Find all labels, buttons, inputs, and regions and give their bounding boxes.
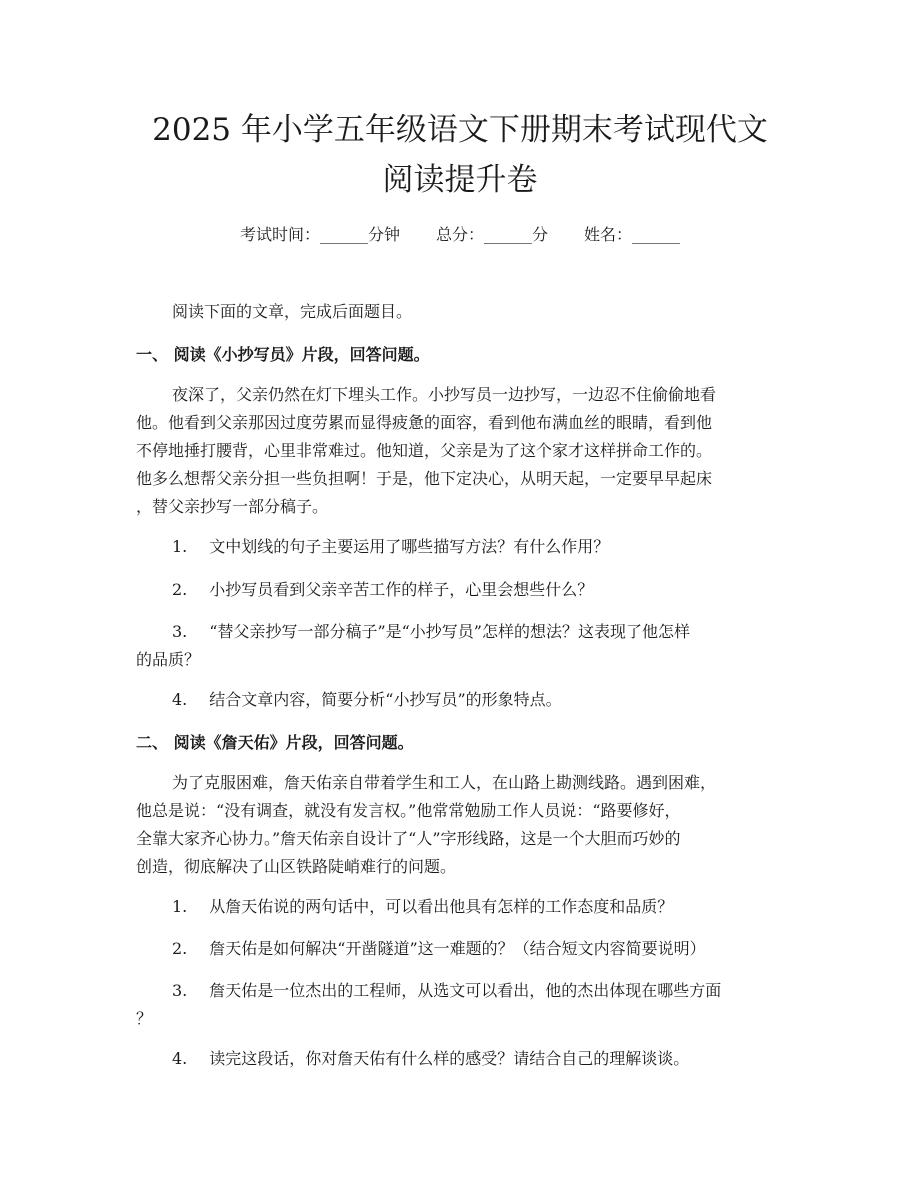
passage-line: 为了克服困难，詹天佑亲自带着学生和工人，在山路上勘测线路。遇到困难，: [172, 773, 717, 792]
question-number: 1.: [172, 537, 188, 556]
section1-question-3: [136, 618, 788, 674]
section1-question-1: [136, 533, 788, 561]
section2-question-3: [136, 977, 788, 1033]
question-text: 詹天佑是如何解决“开凿隧道”这一难题的？（结合短文内容简要说明）: [209, 939, 706, 958]
question-text: 读完这段话，你对詹天佑有什么样的感受？请结合自己的理解谈谈。: [209, 1049, 690, 1068]
section1-question-4: [136, 686, 788, 714]
passage-line: 不停地捶打腰背，心里非常难过。他知道，父亲是为了这个家才这样拼命工作的。: [136, 441, 713, 460]
question-number: 2.: [172, 580, 188, 599]
exam-time: 考试时间：______分钟: [239, 225, 400, 244]
passage-line: 他。他看到父亲那因过度劳累而显得疲惫的面容，看到他布满血丝的眼睛，看到他: [136, 413, 713, 432]
section1-question-2: [136, 576, 788, 604]
question-number: 2.: [172, 939, 188, 958]
question-number: 4.: [172, 1049, 188, 1068]
section1-heading: 一、 阅读《小抄写员》片段，回答问题。: [136, 345, 430, 364]
passage-line: 他总是说：“没有调查，就没有发言权。”他常常勉励工作人员说：“路要修好，: [136, 801, 681, 820]
title-line-2: 阅读提升卷: [382, 162, 538, 198]
intro-text: 阅读下面的文章，完成后面题目。: [172, 302, 413, 321]
passage-line: 夜深了，父亲仍然在灯下埋头工作。小抄写员一边抄写，一边忍不住偷偷地看: [172, 385, 717, 404]
question-text-continued: 的品质？: [136, 650, 201, 669]
question-text: 詹天佑是一位杰出的工程师，从选文可以看出，他的杰出体现在哪些方面: [209, 981, 722, 1000]
passage-line: 全靠大家齐心协力。”詹天佑亲自设计了“人”字形线路，这是一个大胆而巧妙的: [136, 829, 681, 848]
question-number: 3.: [172, 981, 188, 1000]
question-text: “替父亲抄写一部分稿子”是“小抄写员”怎样的想法？这表现了他怎样: [209, 622, 690, 641]
exam-info: [0, 223, 920, 247]
section2-passage: [136, 769, 788, 881]
question-text: 文中划线的句子主要运用了哪些描写方法？有什么作用？: [209, 537, 610, 556]
passage-line: ，替父亲抄写一部分稿子。: [136, 497, 329, 516]
section1-passage: [136, 381, 788, 521]
section2-question-4: [136, 1045, 788, 1073]
passage-line: 创造，彻底解决了山区铁路陡峭难行的问题。: [136, 857, 457, 876]
question-number: 4.: [172, 690, 188, 709]
passage-line: 他多么想帮父亲分担一些负担啊！于是，他下定决心，从明天起，一定要早早起床: [136, 469, 713, 488]
title-line-1: 2025 年小学五年级语文下册期末考试现代文: [152, 112, 768, 148]
question-text: 结合文章内容，简要分析“小抄写员”的形象特点。: [209, 690, 562, 709]
question-text-continued: ？: [136, 1009, 153, 1028]
question-text: 从詹天佑说的两句话中，可以看出他具有怎样的工作态度和品质？: [209, 897, 674, 916]
student-name: 姓名：______: [584, 225, 681, 244]
question-number: 3.: [172, 622, 188, 641]
question-number: 1.: [172, 897, 188, 916]
section2-question-2: [136, 935, 788, 963]
total-score: 总分：______分: [435, 225, 548, 244]
question-text: 小抄写员看到父亲辛苦工作的样子，心里会想些什么？: [209, 580, 594, 599]
section2-heading: 二、 阅读《詹天佑》片段，回答问题。: [136, 733, 414, 752]
section2-question-1: [136, 893, 788, 921]
